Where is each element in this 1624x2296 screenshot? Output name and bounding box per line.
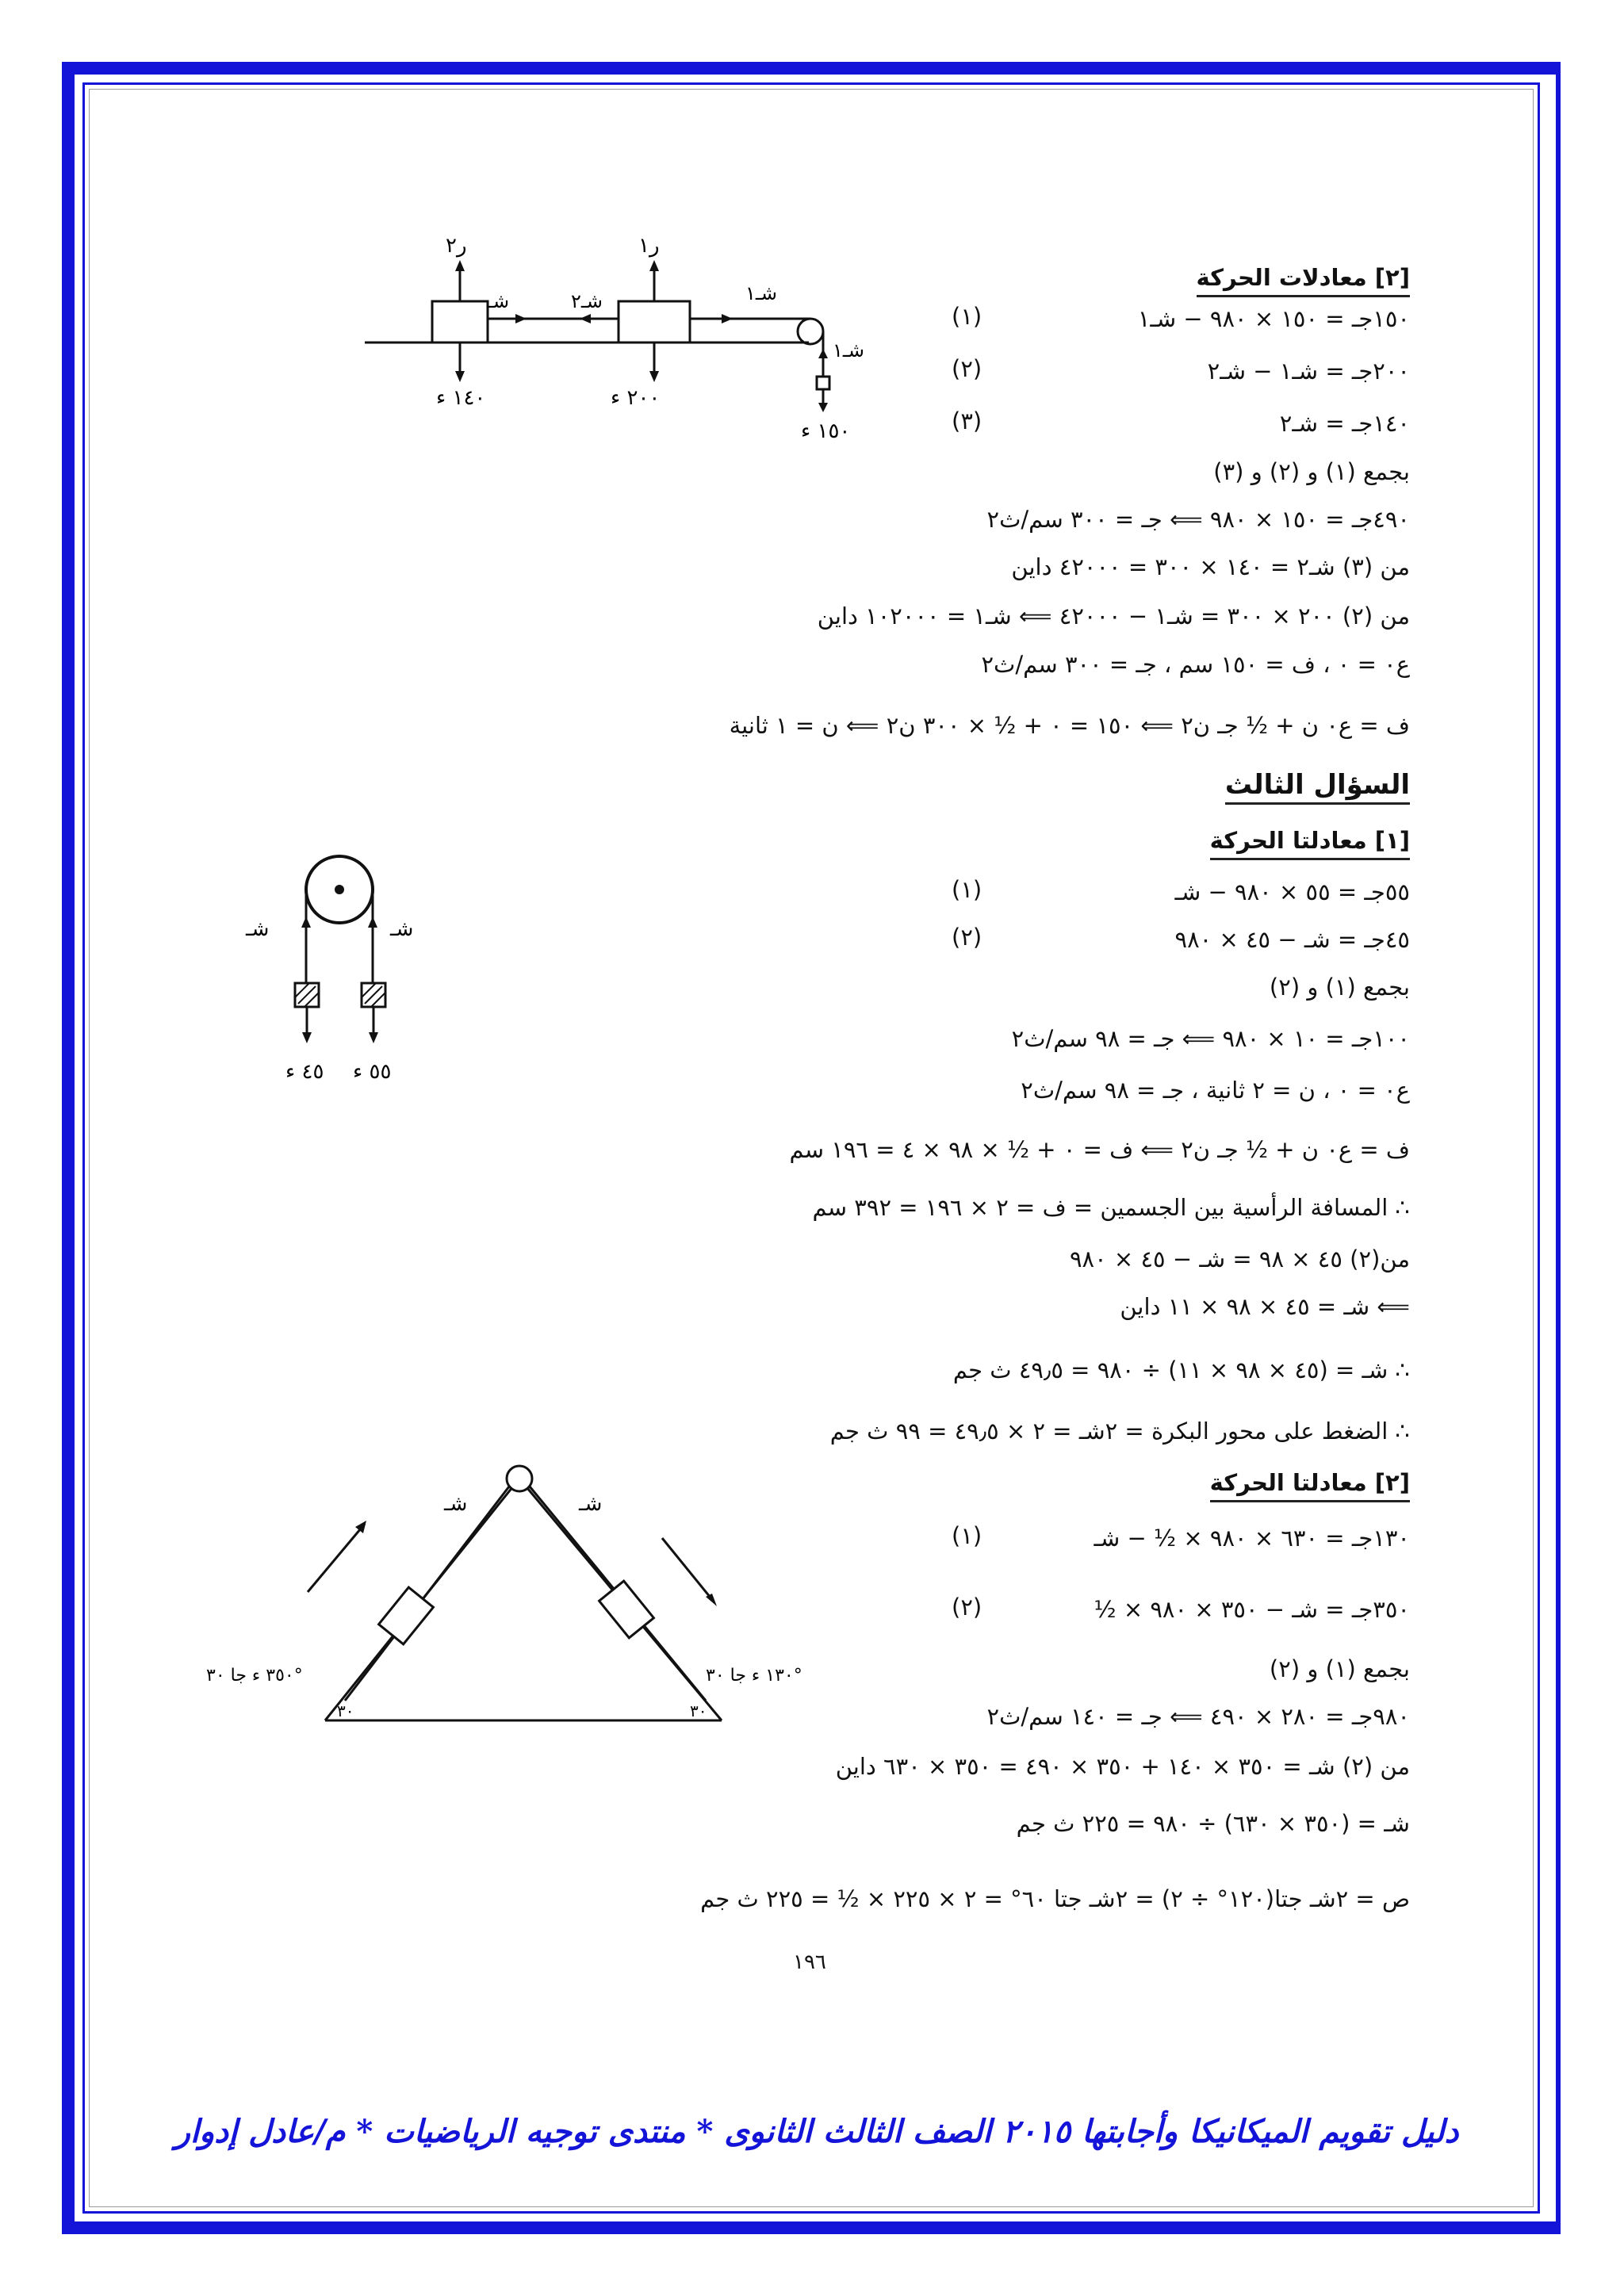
q3-line-9: ٩٨٠جـ = ٢٨٠ × ٤٩٠ ⟸ جـ = ١٤٠ سم/ث٢: [986, 1703, 1410, 1730]
q3-equation-4: ٣٥٠جـ = شـ − ٣٥٠ × ٩٨٠ × ½: [1094, 1596, 1410, 1623]
q3-line-10: من (٢) شـ = ٣٥٠ × ١٤٠ + ٣٥٠ × ٤٩٠ = ٣٥٠ × ٦٣٠ داين: [835, 1753, 1410, 1780]
q3-equation-1: ٥٥جـ = ٥٥ × ٩٨٠ − شـ: [1174, 878, 1410, 905]
solution-line-3: من (٢) ٢٠٠ × ٣٠٠ = شـ١ − ٤٢٠٠٠ ⟸ شـ١ = ١٠٢٠٠٠ داين: [817, 603, 1410, 629]
diagram3-label-right-component: ١٣٠ ء جا ٣٠°: [706, 1666, 802, 1686]
q3-line-1: ١٠٠جـ = ١٠ × ٩٨٠ ⟸ جـ = ٩٨ سم/ث٢: [1011, 1025, 1410, 1052]
q3-equation-1-number: (١): [952, 876, 982, 903]
label-reaction-2: ر٢: [446, 234, 467, 258]
diagram3-label-t-left: شـ: [444, 1492, 468, 1516]
q3-equation-2-number: (٢): [952, 924, 982, 951]
equation-2-number: (٢): [952, 355, 982, 382]
diagram2-label-t-left: شـ: [246, 917, 270, 941]
q3-line-5: من(٢) ٤٥ × ٩٨ = شـ − ٤٥ × ٩٨٠: [1069, 1246, 1410, 1272]
q3-equation-3: ١٣٠جـ = ٦٣٠ × ٩٨٠ × ½ − شـ: [1094, 1525, 1410, 1552]
motion-heading: [٢] معادلات الحركة: [1197, 262, 1410, 297]
q3-line-6: ⟸ شـ = ٤٥ × ٩٨ × ١١ داين: [1120, 1293, 1410, 1320]
label-tension-t2: شـ٢: [571, 290, 603, 312]
diagram3-label-t-right: شـ: [579, 1492, 603, 1516]
diagram-inclined-planes: [198, 1451, 802, 1744]
label-mass-140: ١٤٠ ء: [436, 386, 486, 410]
label-tension-t1-vertical: شـ١: [833, 339, 865, 362]
label-mass-150: ١٥٠ ء: [801, 419, 851, 443]
diagram3-angle-left: ٣٠: [337, 1701, 354, 1720]
label-tension-t: شـ: [488, 290, 510, 312]
block-140: [432, 301, 488, 342]
equation-3-number: (٣): [952, 408, 982, 434]
q3-equation-2: ٤٥جـ = شـ − ٤٥ × ٩٨٠: [1174, 926, 1410, 953]
equation-1-number: (١): [952, 303, 982, 330]
solution-line-5: ف = ع٠ ن + ½ جـ ن٢ ⟸ ١٥٠ = ٠ + ½ × ٣٠٠ ن٢ ⟸ ن = ١ ثانية: [729, 712, 1410, 739]
equation-3: ١٤٠جـ = شـ٢: [1279, 410, 1410, 437]
diagram-pulley-two-masses: [222, 848, 476, 1086]
diagram3-label-left-component: ٣٥٠ ء جا ٣٠°: [206, 1666, 303, 1686]
q3-equation-3-number: (١): [952, 1522, 982, 1549]
hanging-block: [817, 377, 829, 389]
diagram3-angle-right: ٣٠: [690, 1701, 707, 1720]
label-mass-200: ٢٠٠ ء: [611, 386, 661, 410]
q3-line-3: ف = ع٠ ن + ½ جـ ن٢ ⟸ ف = ٠ + ½ × ٩٨ × ٤ = ١٩٦ سم: [789, 1136, 1410, 1163]
question-3-title: السؤال الثالث: [1225, 769, 1410, 805]
label-tension-t1: شـ١: [745, 282, 778, 304]
q3-line-8: ∴ الضغط على محور البكرة = ٢شـ = ٢ × ٤٩٫٥ = ٩٩ ث جم: [829, 1418, 1410, 1445]
pulley-1: [798, 319, 823, 344]
page-number: ١٩٦: [793, 1950, 826, 1974]
q3-sum: بجمع (١) و (٢): [1269, 974, 1410, 1001]
label-reaction-1: ر١: [638, 234, 660, 258]
q3-line-12: ص = ٢شـ جتا(١٢٠° ÷ ٢) = ٢شـ جتا ٦٠° = ٢ × ٢٢٥ × ½ = ٢٢٥ ث جم: [700, 1885, 1410, 1912]
solution-line-4: ع٠ = ٠ ، ف = ١٥٠ سم ، جـ = ٣٠٠ سم/ث٢: [981, 651, 1410, 678]
q3-line-7: ∴ شـ = (٤٥ × ٩٨ × ١١) ÷ ٩٨٠ = ٤٩٫٥ ث جم: [952, 1357, 1410, 1383]
pulley-3: [507, 1466, 532, 1491]
solution-line-2: من (٣) شـ٢ = ١٤٠ × ٣٠٠ = ٤٢٠٠٠ داين: [1011, 553, 1410, 580]
diagram-table-pulley: [357, 214, 872, 444]
diagram2-label-t-right: شـ: [390, 917, 414, 941]
equation-1: ١٥٠جـ = ١٥٠ × ٩٨٠ − شـ١: [1137, 305, 1410, 332]
equation-2: ٢٠٠جـ = شـ١ − شـ٢: [1207, 358, 1410, 385]
q3-equation-4-number: (٢): [952, 1594, 982, 1621]
block-200: [619, 301, 690, 342]
diagram2-label-mass-45: ٤٥ ء: [285, 1060, 324, 1084]
q3-line-2: ع٠ = ٠ ، ن = ٢ ثانية ، جـ = ٩٨ سم/ث٢: [1021, 1077, 1410, 1104]
solution-line-1: ٤٩٠جـ = ١٥٠ × ٩٨٠ ⟸ جـ = ٣٠٠ سم/ث٢: [986, 506, 1410, 533]
q3-line-4: ∴ المسافة الرأسية بين الجسمين = ف = ٢ × ١٩٦ = ٣٩٢ سم: [812, 1194, 1410, 1221]
q3-line-11: شـ = (٣٥٠ × ٦٣٠) ÷ ٩٨٠ = ٢٢٥ ث جم: [1016, 1810, 1410, 1837]
footer-credit: دليل تقويم الميكانيكا وأجابتها ٢٠١٥ الصف الثالث الثانوى * منتدى توجيه الرياضيات * م/عادل إدوار: [174, 2113, 1459, 2150]
sum-statement: بجمع (١) و (٢) و (٣): [1213, 458, 1410, 485]
q3-part1-heading: [١] معادلتا الحركة: [1210, 825, 1410, 860]
q3-part2-heading: [٢] معادلتا الحركة: [1210, 1467, 1410, 1502]
q3-sum-2: بجمع (١) و (٢): [1269, 1655, 1410, 1682]
diagram2-label-mass-55: ٥٥ ء: [353, 1060, 392, 1084]
